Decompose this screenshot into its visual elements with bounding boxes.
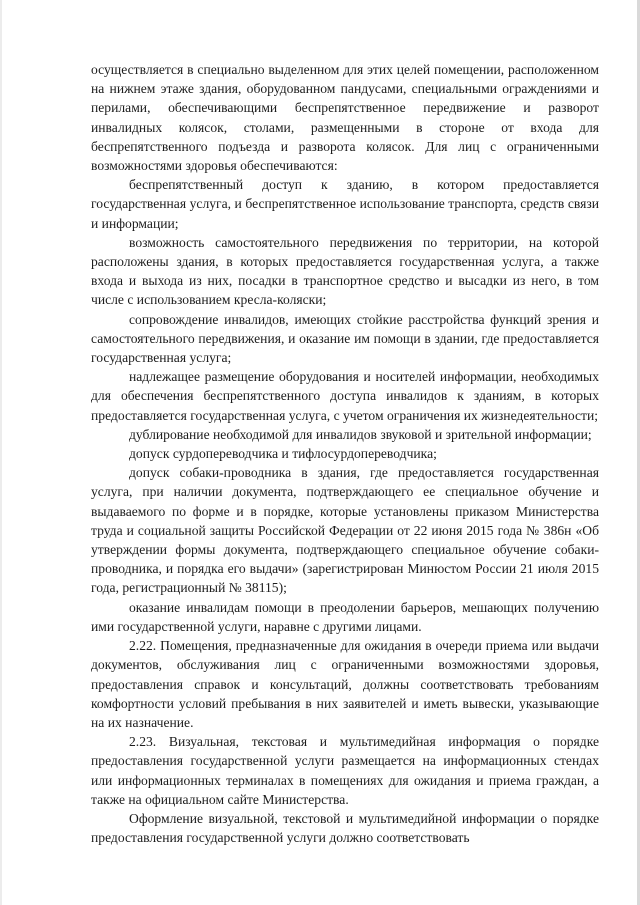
paragraph-sign-language: допуск сурдопереводчика и тифлосурдопереводчика;	[129, 446, 437, 462]
paragraph-escort: сопровождение инвалидов, имеющих стойкие расстройства функций зрения и самостоятельного передвижения, и оказание им помощи в здании, где предоставляется государственная услуга;	[91, 311, 599, 366]
paragraph-duplication: дублирование необходимой для инвалидов звуковой и зрительной информации;	[129, 426, 592, 442]
paragraph-section-2-22: 2.22. Помещения, предназначенные для ожидания в очереди приема или выдачи документов, обслуживания лиц с ограниченными возможностями здоровья, предоставления справок и консультаций, должны соответствовать требованиям комфортности условий пребывания в них заявителей и иметь вывески, указывающие на их назначение.	[91, 638, 599, 730]
paragraph-section-2-23: 2.23. Визуальная, текстовая и мультимедийная информация о порядке предоставления государственной услуги размещается на информационных стендах или информационных терминалах в помещениях для ожидания и приема граждан, а также на официальном сайте Министерства.	[91, 734, 599, 807]
paragraph-continued: осуществляется в специально выделенном для этих целей помещении, расположенном на нижнем этаже здания, оборудованном пандусами, специальными ограждениями и перилами, обеспечивающими беспрепятственное передвижение и разворот инвалидных колясок, столами, размещенными в стороне от входа для беспрепятственного подъезда и разворота колясок. Для лиц с ограниченными возможностями здоровья обеспечиваются:	[91, 62, 599, 174]
scan-edge-left	[0, 0, 2, 905]
paragraph-independent-movement: возможность самостоятельного передвижения по территории, на которой расположены здания, в которых предоставляется государственная услуга, а также входа и выхода из них, посадки в транспортное средство и высадки из него, в том числе с использованием кресла-коляски;	[91, 234, 599, 308]
paragraph-design: Оформление визуальной, текстовой и мультимедийной информации о порядке предоставления государственной услуги должно соответствовать	[91, 810, 599, 846]
paragraph-assistance: оказание инвалидам помощи в преодолении барьеров, мешающих получению ими государственной услуги, наравне с другими лицами.	[91, 599, 599, 634]
paragraph-access-building: беспрепятственный доступ к зданию, в котором предоставляется государственная услуга, и беспрепятственное использование транспорта, средств связи и информации;	[91, 177, 599, 231]
paragraph-guide-dog: допуск собаки-проводника в здания, где предоставляется государственная услуга, при наличии документа, подтверждающего ее специальное обучение и выдаваемого по форме и в порядке, которые установлены приказом Министерства труда и социальной защиты Российской Федерации от 22 июня 2015 года № 386н «Об утверждении формы документа, подтверждающего специальное обучение собаки-проводника, и порядка его выдачи» (зарегистрирован Минюстом России 21 июля 2015 года, регистрационный № 38115);	[91, 465, 599, 596]
paragraph-equipment-placement: надлежащее размещение оборудования и носителей информации, необходимых для обеспечения беспрепятственного доступа инвалидов к зданиям, в которых предоставляется государственная услуга, с учетом ограничения их жизнедеятельности;	[91, 369, 599, 423]
document-body	[91, 60, 599, 847]
